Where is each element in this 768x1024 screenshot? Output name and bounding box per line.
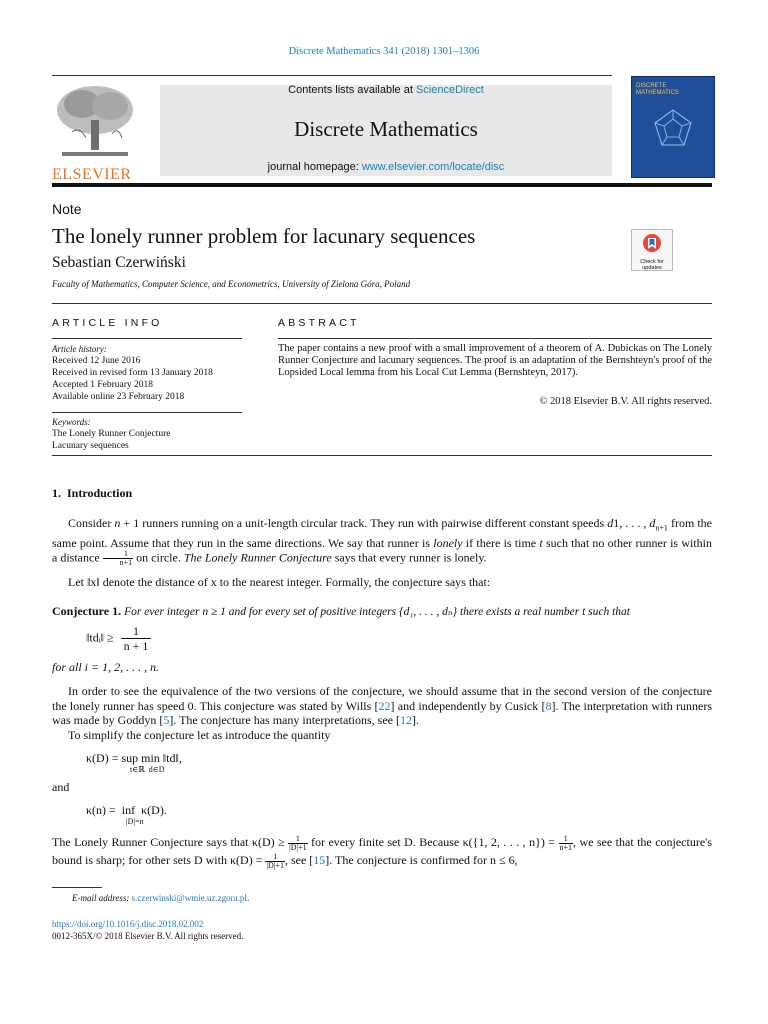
keyword-item: The Lonely Runner Conjecture (52, 429, 171, 439)
keywords-list (52, 428, 170, 452)
section-heading: 1. Introduction (52, 486, 133, 500)
contents-line (160, 84, 612, 96)
citation-link[interactable]: 8 (545, 698, 552, 713)
journal-cover (631, 76, 715, 178)
equation-kappa-d: κ(D) = sup min ‖td‖, t∈ℝ d∈D (86, 751, 182, 774)
fraction: $\frac{1}{n+1}$ (103, 550, 134, 567)
header-top-rule (52, 75, 612, 76)
check-updates-badge[interactable] (631, 229, 673, 271)
homepage-line (160, 161, 612, 173)
conjecture-forall: for all i = 1, 2, . . . , n. (52, 660, 160, 674)
info-top-rule (52, 303, 712, 304)
homepage-link[interactable]: www.elsevier.com/locate/disc (361, 161, 505, 173)
sciencedirect-link[interactable]: ScienceDirect (415, 84, 484, 96)
paragraph-2: Let ‖x‖ denote the distance of x to the nearest integer. Formally, the conjecture says that: (68, 575, 491, 589)
citation-link[interactable]: 5 (163, 713, 170, 727)
article-affiliation: Faculty of Mathematics, Computer Science, and Econometrics, University of Zielona Góra, Poland (52, 279, 411, 289)
abstract-text: The paper contains a new proof with a small improvement of a theorem of A. Dubickas on The Lonely Runner Conjecture and lacunary sequences. The proof is an adaptation of the Bernshteyn's proof of the Lopsided Local lemma from his Local Cut Lemma (Bernshteyn, 2017). (278, 343, 712, 379)
footnote-email: E-mail address: s.czerwinski@wmie.uz.zgora.pl. (72, 893, 250, 903)
paragraph-5: The Lonely Runner Conjecture says that κ(D) ≥ $\frac{1}{|D|+1}$ for every finite set D. Because κ({1, 2, . . . , n}) = $\frac{1}{n+1}$ , we see that the conjecture's bound is sharp; for other sets D with κ(D) = $\frac{1}{|D|+1}$ , see [15]. The conjecture is confirmed for n ≤ 6, (52, 833, 712, 870)
keywords-label: Keywords: (52, 417, 91, 427)
history-online: Available online 23 February 2018 (52, 392, 185, 402)
contents-prefix: Contents lists available at (288, 84, 416, 96)
journal-reference[interactable]: Discrete Mathematics 341 (2018) 1301–1306 (288, 46, 480, 57)
abstract-heading: ABSTRACT (278, 317, 360, 329)
journal-title: Discrete Mathematics (294, 117, 478, 141)
bookmark-icon (642, 233, 662, 255)
keywords-rule (52, 412, 242, 413)
conjecture-text: For ever integer n ≥ 1 and for every set of positive integers {d₁, . . . , dₙ} there exists a real number t such that (124, 606, 630, 618)
conjecture-equation: ‖tdᵢ‖ ≥ $\frac{1}{n + 1}$ (86, 624, 151, 653)
history-list (52, 355, 213, 403)
abstract-copyright: © 2018 Elsevier B.V. All rights reserved. (539, 396, 712, 407)
history-label: Article history: (52, 344, 107, 354)
paragraph-1: Consider n + 1 runners running on a unit-length circular track. They run with pairwise different constant speeds d1, . . . , $d_{n+1}$ from the same point. Assume that they run in the same directions. We say that runner is lonely if there is time t such that no other runner is within a distance $\frac{1}{n+1}$ on circle. The Lonely Runner Conjecture says that every runner is lonely. (52, 516, 713, 568)
issn-line: 0012-365X/© 2018 Elsevier B.V. All rights reserved. (52, 931, 244, 941)
article-author: Sebastian Czerwiński (52, 254, 186, 271)
paragraph-3: In order to see the equivalence of the two versions of the conjecture, we should assume that in the second version of the conjecture the lonely runner has speed 0. This conjecture was stated by Wills [22] and independently by Cusick [8]. The interpretation with runners was made by Goddyn [5]. The conjecture has many interpretations, see [12]. (52, 684, 713, 727)
cover-title: DISCRETE MATHEMATICS (636, 83, 679, 96)
history-accepted: Accepted 1 February 2018 (52, 380, 154, 390)
citation-link[interactable]: 15 (313, 852, 326, 867)
cover-graph-icon (652, 107, 694, 149)
article-info-rule (52, 338, 242, 339)
footnote-rule (52, 887, 102, 888)
citation-link[interactable]: 12 (400, 713, 413, 727)
equation-kappa-n: κ(n) = inf κ(D). |D|=n (86, 803, 167, 826)
elsevier-wordmark: ELSEVIER (52, 166, 132, 183)
article-type: Note (52, 201, 82, 217)
abstract-rule (278, 338, 712, 339)
citation-link[interactable]: 22 (378, 698, 391, 713)
paragraph-4: To simplify the conjecture let as introduce the quantity (68, 728, 331, 742)
homepage-prefix: journal homepage: (267, 161, 362, 173)
history-revised: Received in revised form 13 January 2018 (52, 368, 213, 378)
conjecture-label: Conjecture 1. (52, 604, 122, 618)
elsevier-tree-icon (52, 82, 138, 160)
conjecture-1 (52, 604, 712, 620)
email-link[interactable]: s.czerwinski@wmie.uz.zgora.pl (131, 893, 247, 903)
keyword-item: Lacunary sequences (52, 441, 129, 451)
check-updates-label: Check for updates (640, 259, 664, 271)
header-bottom-rule (52, 183, 712, 187)
article-title: The lonely runner problem for lacunary sequences (52, 224, 476, 248)
article-info-heading: ARTICLE INFO (52, 317, 163, 329)
and-text: and (52, 780, 70, 794)
doi-link[interactable]: https://doi.org/10.1016/j.disc.2018.02.002 (52, 919, 204, 929)
history-received: Received 12 June 2016 (52, 356, 141, 366)
elsevier-logo (52, 82, 138, 183)
info-bottom-rule (52, 455, 712, 456)
